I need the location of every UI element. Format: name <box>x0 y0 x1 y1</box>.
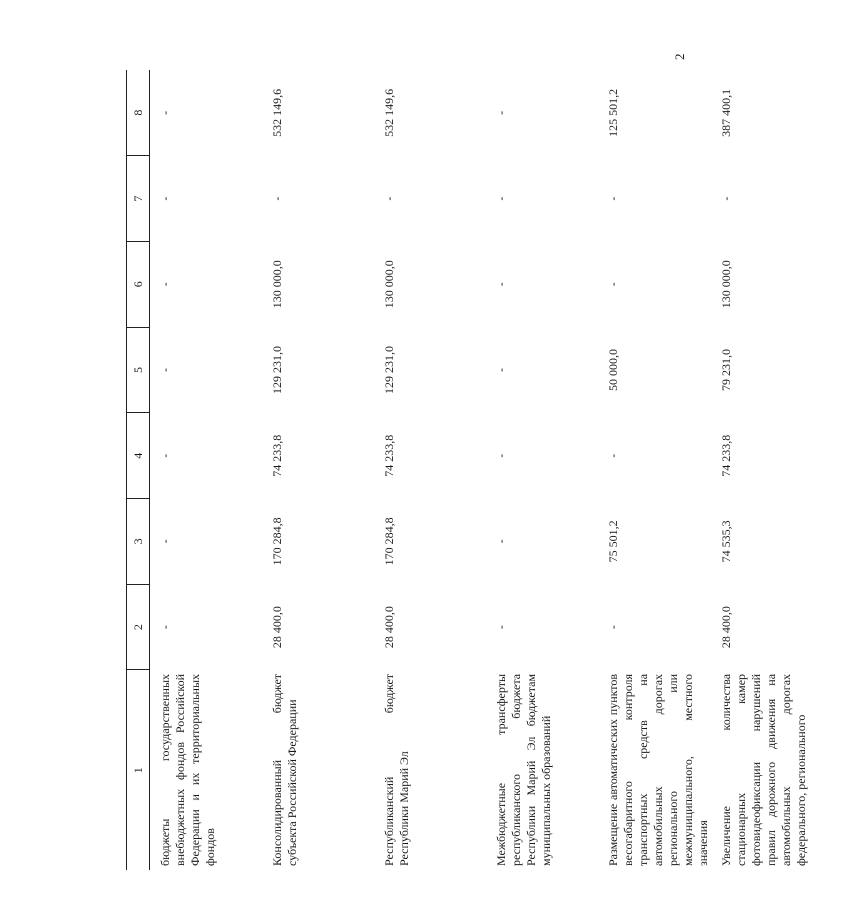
table-cell: - <box>158 282 172 287</box>
table-cell: 74 233,8 <box>382 434 396 477</box>
column-header-6: 6 <box>127 241 150 327</box>
table-cell: 28 400,0 <box>719 606 733 649</box>
table-cell: - <box>719 196 733 201</box>
table-cell: - <box>494 110 508 115</box>
table-cell: 129 231,0 <box>270 346 284 394</box>
row-label: Межбюджетные трансферты республиканского бюджета Республики Марий Эл бюджетам муниципальных образований <box>494 673 553 866</box>
table-cell: - <box>270 196 284 201</box>
table-row <box>486 70 598 870</box>
table-cell: 74 233,8 <box>719 434 733 477</box>
table-cell: 75 501,2 <box>606 520 620 563</box>
table-cell: - <box>158 625 172 630</box>
table-cell: 79 231,0 <box>719 349 733 391</box>
budget-table-rotated <box>126 70 812 870</box>
column-header-5: 5 <box>127 327 150 413</box>
table-row <box>150 70 263 870</box>
table-row <box>711 70 857 870</box>
table-cell: - <box>494 282 508 287</box>
row-label: бюджеты государственных внебюджетных фондов Российской Федерации и их территориальных фондов <box>158 673 217 866</box>
row-label: Увеличение количества стационарных камер фотовидеофиксации нарушений правил дорожного движения на автомобильных дорогах федерального, регионального <box>719 673 808 866</box>
row-label: Консолидированный бюджет субъекта Российской Федерации <box>270 673 299 866</box>
table-cell: 170 284,8 <box>270 517 284 566</box>
table-cell: 130 000,0 <box>719 260 733 309</box>
table-cell: - <box>158 539 172 544</box>
table-cell: - <box>494 539 508 544</box>
table-cell: 387 400,1 <box>719 88 733 137</box>
table-cell: - <box>382 196 396 201</box>
table-header-row <box>127 70 150 870</box>
table-cell: - <box>494 453 508 458</box>
table-cell: 532 149,6 <box>270 88 284 137</box>
table-cell: 50 000,0 <box>606 349 620 391</box>
column-header-8: 8 <box>127 70 150 156</box>
column-header-4: 4 <box>127 413 150 499</box>
table-cell: 28 400,0 <box>270 606 284 649</box>
column-header-1: 1 <box>127 670 150 870</box>
table-cell: - <box>606 453 620 458</box>
table-row <box>598 70 711 870</box>
column-header-3: 3 <box>127 499 150 585</box>
table-cell: 125 501,2 <box>606 88 620 137</box>
table-cell: - <box>158 453 172 458</box>
budget-table <box>126 70 857 870</box>
table-row <box>374 70 486 870</box>
table-cell: 28 400,0 <box>382 606 396 649</box>
table-cell: - <box>606 196 620 201</box>
table-cell: - <box>494 196 508 201</box>
table-cell: 130 000,0 <box>382 260 396 309</box>
table-cell: - <box>606 282 620 287</box>
table-row <box>262 70 374 870</box>
table-cell: - <box>158 110 172 115</box>
table-cell: 170 284,8 <box>382 517 396 566</box>
row-label: Республиканский бюджет Республики Марий Эл <box>382 673 411 866</box>
table-cell: - <box>158 368 172 372</box>
table-cell: - <box>158 196 172 201</box>
table-cell: 532 149,6 <box>382 88 396 137</box>
table-cell: 130 000,0 <box>270 260 284 309</box>
column-header-7: 7 <box>127 156 150 242</box>
column-header-2: 2 <box>127 584 150 670</box>
table-cell: 74 535,3 <box>719 520 733 563</box>
page-number: 2 <box>672 53 687 60</box>
table-cell: 129 231,0 <box>382 346 396 394</box>
table-cell: - <box>494 368 508 372</box>
row-label: Размещение автоматических пунктов весогабаритного контроля транспортных средств на автомобильных дорогах регионального или межмуниципального, местного значения <box>606 673 710 866</box>
table-cell: - <box>606 625 620 630</box>
table-cell: - <box>494 625 508 630</box>
table-cell: 74 233,8 <box>270 434 284 477</box>
